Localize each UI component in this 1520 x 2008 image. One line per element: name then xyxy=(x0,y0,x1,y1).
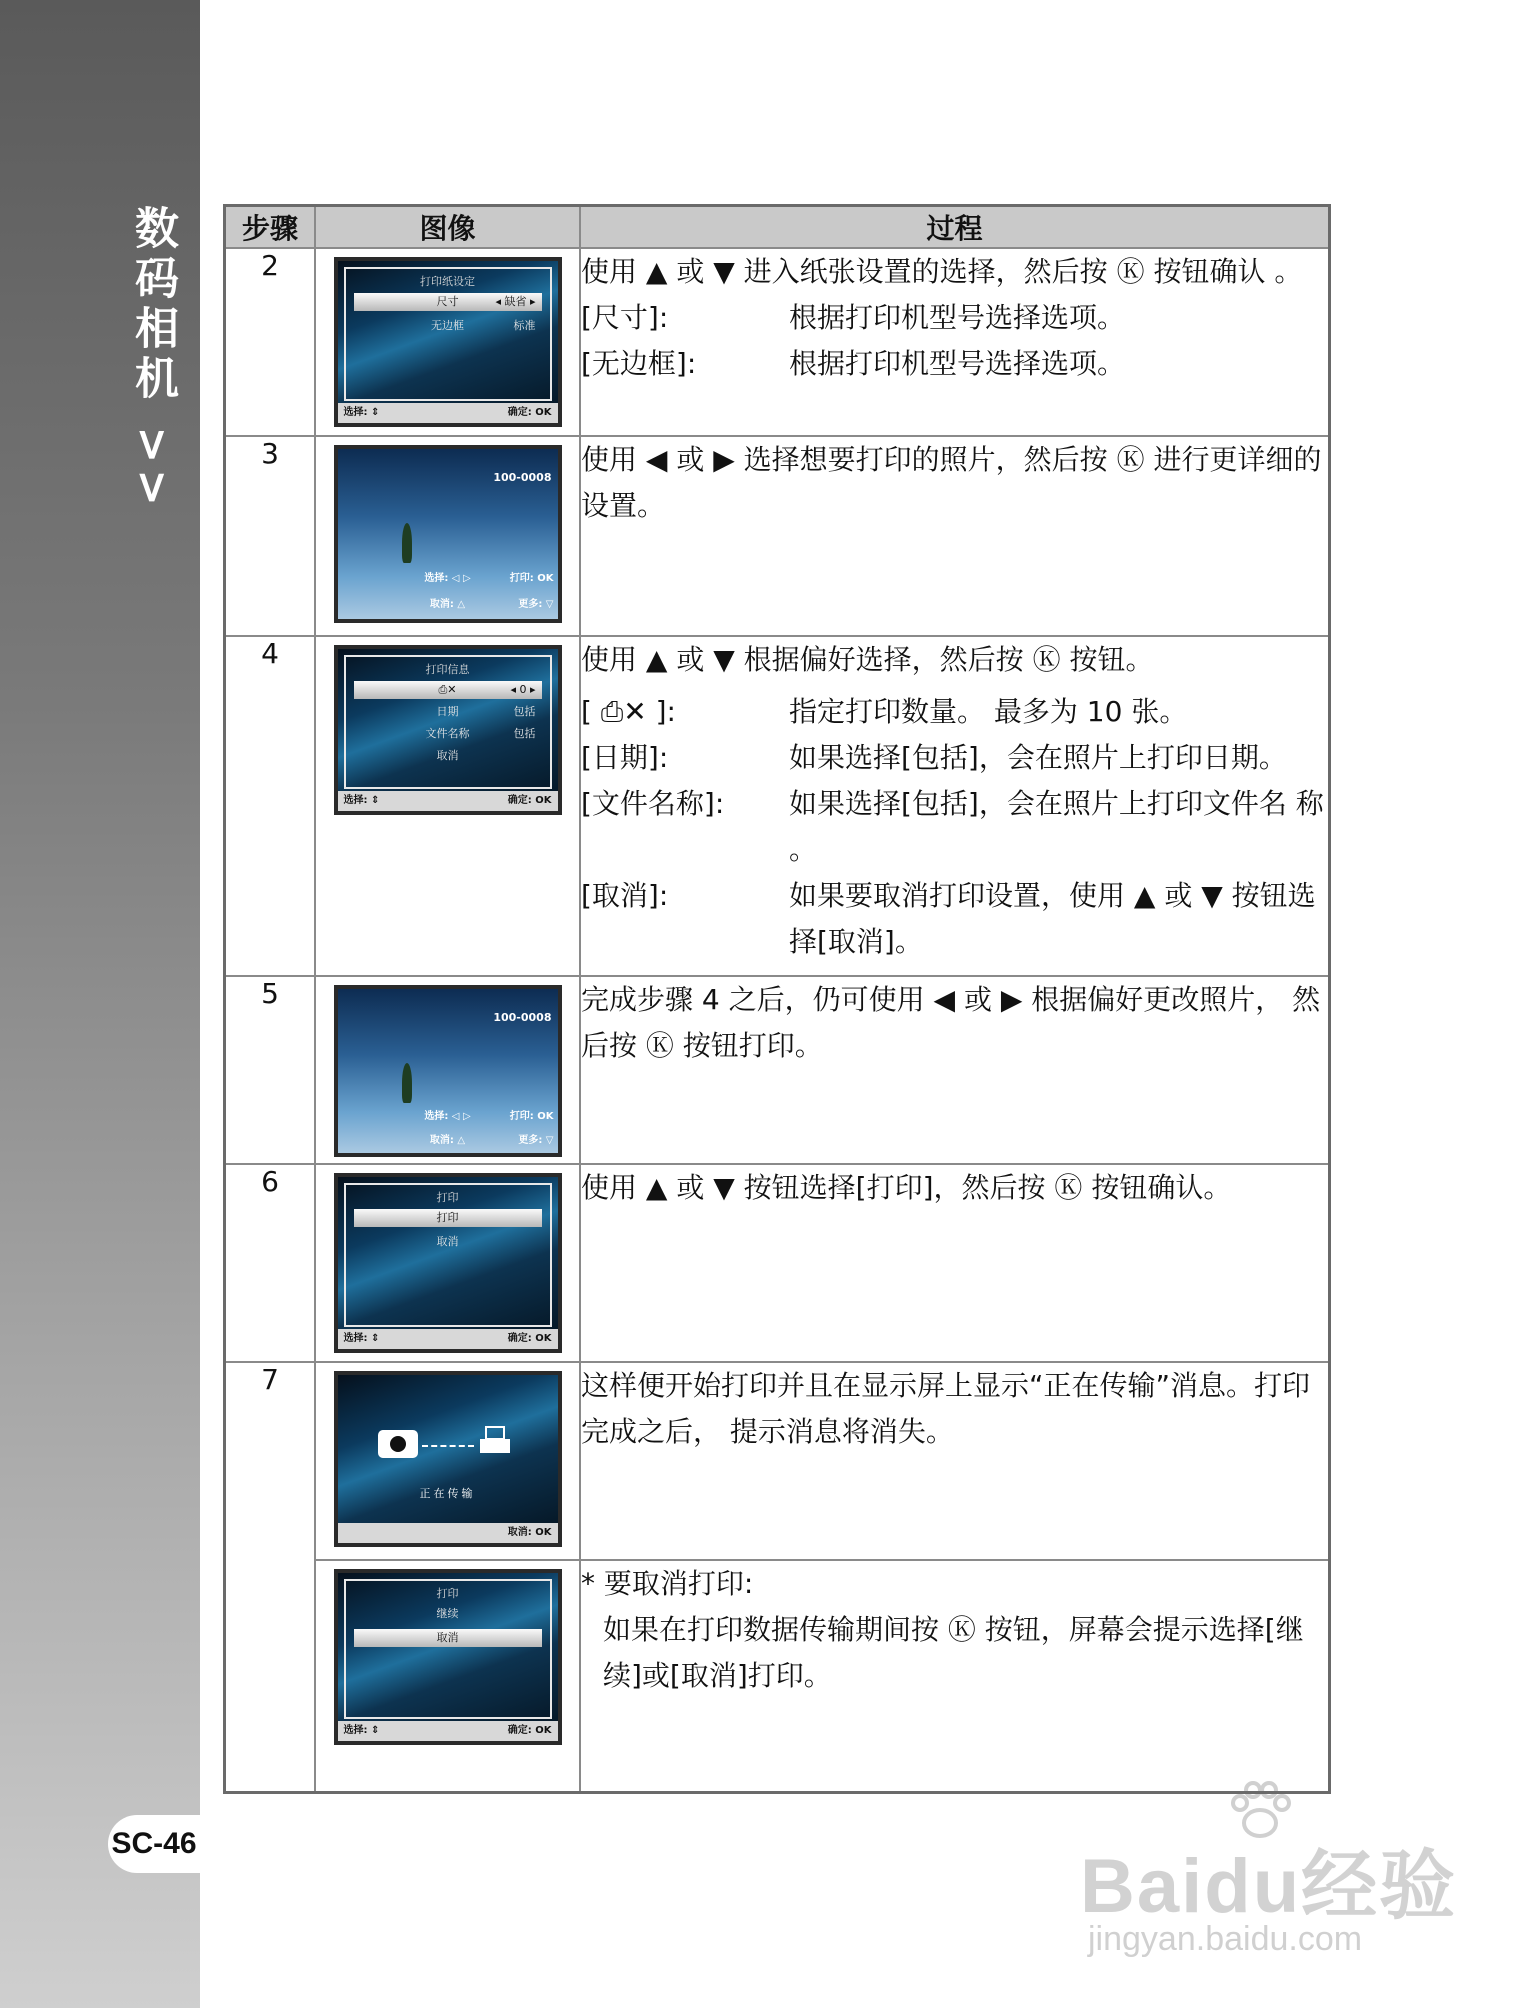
camera-screen xyxy=(334,985,562,1157)
def-desc: 如果选择[包括]，会在照片上打印文件名 称 。 xyxy=(789,787,1324,866)
menu-title: 打印纸设定 xyxy=(420,275,475,288)
procedure-table xyxy=(223,204,1331,1794)
image-cell xyxy=(315,636,580,976)
menu-item: 日期 包括 xyxy=(436,705,536,718)
header-process: 过程 xyxy=(580,206,1330,249)
screen-hint: 取消: △ 更多: ▽ xyxy=(429,599,554,610)
process-cell xyxy=(580,976,1330,1164)
screen-footer: 选择: ⇕ 确定: OK xyxy=(338,1721,558,1741)
process-cell xyxy=(580,248,1330,436)
header-image: 图像 xyxy=(315,206,580,249)
process-cell xyxy=(580,1560,1330,1792)
def-term: [尺寸]: xyxy=(581,301,669,334)
camera-screen xyxy=(334,1371,562,1547)
process-text: 完成步骤 4 之后，仍可使用 ◀ 或 ▶ 根据偏好更改照片， 然后按 Ⓚ 按钮打印。 xyxy=(581,983,1321,1062)
menu-item: ⎙✕ ◂ 0 ▸ xyxy=(354,681,542,699)
camera-screen xyxy=(334,445,562,623)
menu-item: 尺寸 ◂ 缺省 ▸ xyxy=(354,293,542,311)
step-number: 7 xyxy=(225,1362,316,1792)
definition-list xyxy=(581,295,1328,387)
def-desc: 如果要取消打印设置，使用 ▲ 或 ▼ 按钮选择[取消]。 xyxy=(789,879,1316,958)
page-number: SC-46 xyxy=(108,1815,200,1873)
camera-screen xyxy=(334,1569,562,1745)
screen-footer: 选择: ⇕ 确定: OK xyxy=(338,791,558,811)
tree-shape xyxy=(402,523,412,563)
process-text: 使用 ▲ 或 ▼ 按钮选择[打印]，然后按 Ⓚ 按钮确认。 xyxy=(581,1171,1232,1204)
arrow-icon xyxy=(422,1445,474,1447)
menu-title: 打印 xyxy=(436,1587,459,1600)
table-header-row xyxy=(225,206,1330,249)
baidu-watermark xyxy=(1070,1770,1490,1960)
watermark-sub: jingyan.baidu.com xyxy=(1088,1920,1363,1958)
image-cell xyxy=(315,1560,580,1792)
screen-footer: 取消: OK xyxy=(338,1523,558,1543)
table-row xyxy=(225,1560,1330,1792)
process-cell xyxy=(580,436,1330,636)
screen-footer: 选择: ⇕ 确定: OK xyxy=(338,403,558,423)
camera-screen xyxy=(334,257,562,427)
table-row xyxy=(225,248,1330,436)
header-step: 步骤 xyxy=(225,206,316,249)
def-desc: 指定打印数量。 最多为 10 张。 xyxy=(789,695,1188,728)
image-cell xyxy=(315,976,580,1164)
menu-item: 文件名称 包括 xyxy=(425,727,536,740)
process-cell xyxy=(580,636,1330,976)
screen-hint: 选择: ◁ ▷ 打印: OK xyxy=(424,573,554,584)
menu-frame xyxy=(344,655,552,789)
definition-list xyxy=(581,689,1328,965)
def-term: [文件名称]: xyxy=(581,787,725,820)
def-desc: 根据打印机型号选择选项。 xyxy=(789,347,1126,380)
step-number: 6 xyxy=(225,1164,316,1362)
menu-title: 打印 xyxy=(436,1191,459,1204)
process-cell xyxy=(580,1164,1330,1362)
camera-screen xyxy=(334,645,562,815)
screen-hint: 选择: ◁ ▷ 打印: OK xyxy=(424,1111,554,1122)
step-number: 5 xyxy=(225,976,316,1164)
tree-shape xyxy=(402,1063,412,1103)
process-text: 使用 ▲ 或 ▼ 根据偏好选择，然后按 Ⓚ 按钮。 xyxy=(581,643,1154,676)
table-row xyxy=(225,976,1330,1164)
watermark-main: Baidu经验 xyxy=(1080,1844,1458,1929)
table-row xyxy=(225,436,1330,636)
screen-hint: 取消: △ 更多: ▽ xyxy=(429,1135,554,1146)
printer-icon xyxy=(478,1425,512,1457)
transfer-message: 正在传输 xyxy=(419,1487,476,1500)
process-text: 这样便开始打印并且在显示屏上显示“正在传输”消息。打印完成之后， 提示消息将消失。 xyxy=(581,1369,1311,1448)
menu-item: 打印 xyxy=(354,1209,542,1227)
menu-item: 无边框 标准 xyxy=(431,319,536,332)
table-row xyxy=(225,636,1330,976)
camera-icon xyxy=(378,1430,418,1458)
menu-item: 继续 xyxy=(436,1607,459,1620)
note-title: * 要取消打印: xyxy=(581,1567,754,1600)
menu-item: 取消 xyxy=(354,1629,542,1647)
image-cell xyxy=(315,248,580,436)
table-row xyxy=(225,1362,1330,1560)
chapter-title: 数码相机 >> xyxy=(127,205,178,513)
menu-frame xyxy=(344,267,552,401)
process-text: 使用 ◀ 或 ▶ 选择想要打印的照片，然后按 Ⓚ 进行更详细的设置。 xyxy=(581,443,1322,522)
def-term: [取消]: xyxy=(581,879,669,912)
step-number: 3 xyxy=(225,436,316,636)
def-desc: 根据打印机型号选择选项。 xyxy=(789,301,1126,334)
image-cell xyxy=(315,1362,580,1560)
menu-frame xyxy=(344,1579,552,1719)
process-cell xyxy=(580,1362,1330,1560)
menu-frame xyxy=(344,1183,552,1327)
menu-title: 打印信息 xyxy=(425,663,470,676)
file-number: 100-0008 xyxy=(493,471,552,484)
step-number: 4 xyxy=(225,636,316,976)
menu-item: 取消 xyxy=(436,1235,459,1248)
file-number: 100-0008 xyxy=(493,1011,552,1024)
process-text: 使用 ▲ 或 ▼ 进入纸张设置的选择，然后按 Ⓚ 按钮确认 。 xyxy=(581,255,1303,288)
def-term: [日期]: xyxy=(581,741,669,774)
table-row xyxy=(225,1164,1330,1362)
def-term: [无边框]: xyxy=(581,347,697,380)
image-cell xyxy=(315,436,580,636)
step-number: 2 xyxy=(225,248,316,436)
menu-item: 取消 xyxy=(436,749,459,762)
camera-screen xyxy=(334,1173,562,1353)
screen-footer: 选择: ⇕ 确定: OK xyxy=(338,1329,558,1349)
process-text: 如果在打印数据传输期间按 Ⓚ 按钮，屏幕会提示选择[继续]或[取消]打印。 xyxy=(603,1613,1304,1692)
def-desc: 如果选择[包括]，会在照片上打印日期。 xyxy=(789,741,1287,774)
def-term: [ ⎙✕ ]: xyxy=(581,695,676,728)
image-cell xyxy=(315,1164,580,1362)
sidebar xyxy=(0,0,200,2008)
